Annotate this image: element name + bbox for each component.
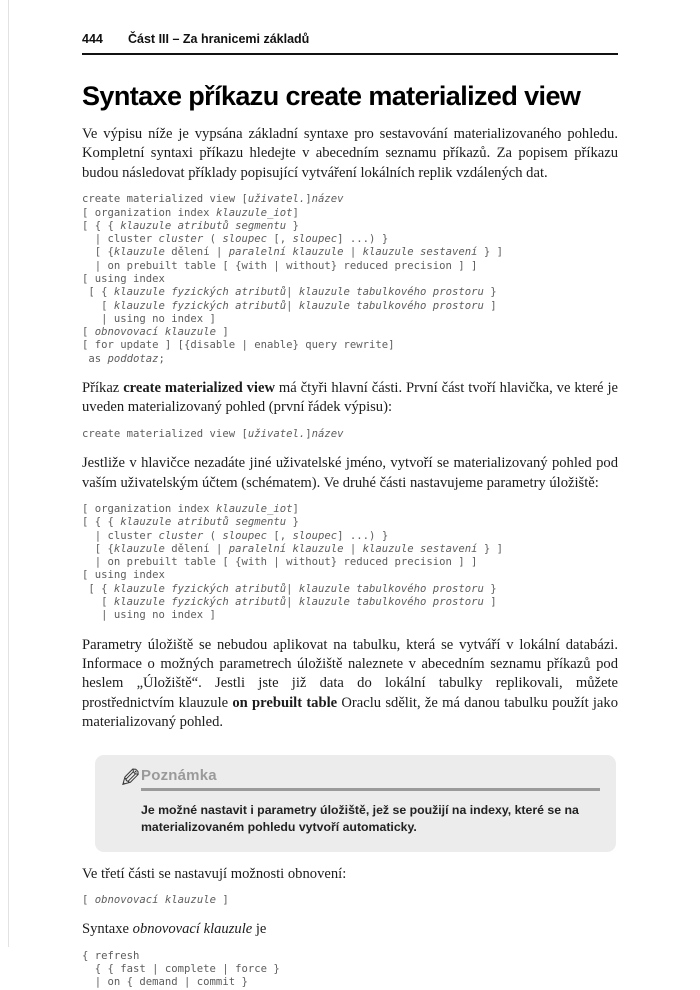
- note-body: Je možné nastavit i parametry úložiště, jež se použijí na indexy, které se na materializovaném pohledu vytvoří automaticky.: [141, 802, 579, 835]
- paragraph-refresh-syntax-intro: Syntaxe obnovovací klauzule je: [82, 921, 267, 938]
- note-box: [95, 755, 616, 852]
- code-block-full-syntax: create materialized view [uživatel.]název [ organization index klauzule_iot] [ { { klauzule atributů segmentu } | cluster cluster ( sloupec [, sloupec] ...) } [ {klauzule dělení | paralelní klauzule | klauzule sestavení } ] | on prebuilt table [ {with | without} reduced precision ] ] [ using index [ { klauzule fyzických atributů| klauzule tabulkového prostoru } [ klauzule fyzických atributů| klauzule tabulkového prostoru ] | using no index ] [ obnovovací klauzule ] [ for update ] [{disable | enable} query rewrite] as poddotaz;: [82, 193, 503, 365]
- paragraph-schema: Jestliže v hlavičce nezadáte jiné uživatelské jméno, vytvoří se materializovaný pohled pod vaším uživatelským účtem (schématem). Ve druhé části nastavujeme parametry úložiště:: [82, 455, 618, 491]
- code-block-header-line: create materialized view [uživatel.]název: [82, 427, 344, 440]
- note-title: Poznámka: [141, 766, 217, 784]
- paragraph-storage-note: Parametry úložiště se nebudou aplikovat na tabulku, která se vytváří v lokální databázi. Informace o možných parametrech úložiště naleznete v abecedním seznamu příkazů pod heslem „Úložiště“. Jestli jste již data do lokální tabulky replikovali, můžete prostřednictvím klauzule on prebuilt table Oraclu sdělit, že má danou tabulku použít jako materializovaný pohled.: [82, 636, 619, 731]
- paragraph-third-part: Ve třetí části se nastavují možnosti obnovení:: [82, 865, 347, 882]
- code-block-refresh-syntax: { refresh { { fast | complete | force } | on { demand | commit }: [82, 949, 280, 989]
- note-title-wrap: [141, 767, 600, 791]
- note-rule: [141, 788, 600, 791]
- chapter-title: Část III – Za hranicemi základů: [128, 32, 310, 46]
- paragraph-intro: Ve výpisu níže je vypsána základní syntaxe pro sestavování materializovaného pohledu. Kompletní syntaxi příkazu hledejte v abecedním seznamu příkazů. Za popisem příkazu budou následovat příklady popisující vytváření lokálních replik vzdálených dat.: [82, 126, 618, 181]
- running-head: [82, 32, 618, 55]
- paragraph-command-parts: Příkaz create materialized view má čtyři hlavní části. První část tvoří hlavička, ve které je uveden materializovaný pohled (první řádek výpisu):: [82, 380, 618, 416]
- code-block-storage-params: [ organization index klauzule_iot] [ { { klauzule atributů segmentu } | cluster cluster ( sloupec [, sloupec] ...) } [ {klauzule dělení | paralelní klauzule | klauzule sestavení } ] | on prebuilt table [ {with | without} reduced precision ] ] [ using index [ { klauzule fyzických atributů| klauzule tabulkového prostoru } [ klauzule fyzických atributů| klauzule tabulkového prostoru ] | using no index ]: [82, 503, 503, 622]
- page-number: 444: [82, 32, 103, 46]
- page-title: Syntaxe příkazu create materialized view: [82, 81, 581, 111]
- note-header: [108, 762, 600, 793]
- pencil-icon: ✎: [119, 762, 141, 793]
- code-block-refresh-placeholder: [ obnovovací klauzule ]: [82, 894, 229, 907]
